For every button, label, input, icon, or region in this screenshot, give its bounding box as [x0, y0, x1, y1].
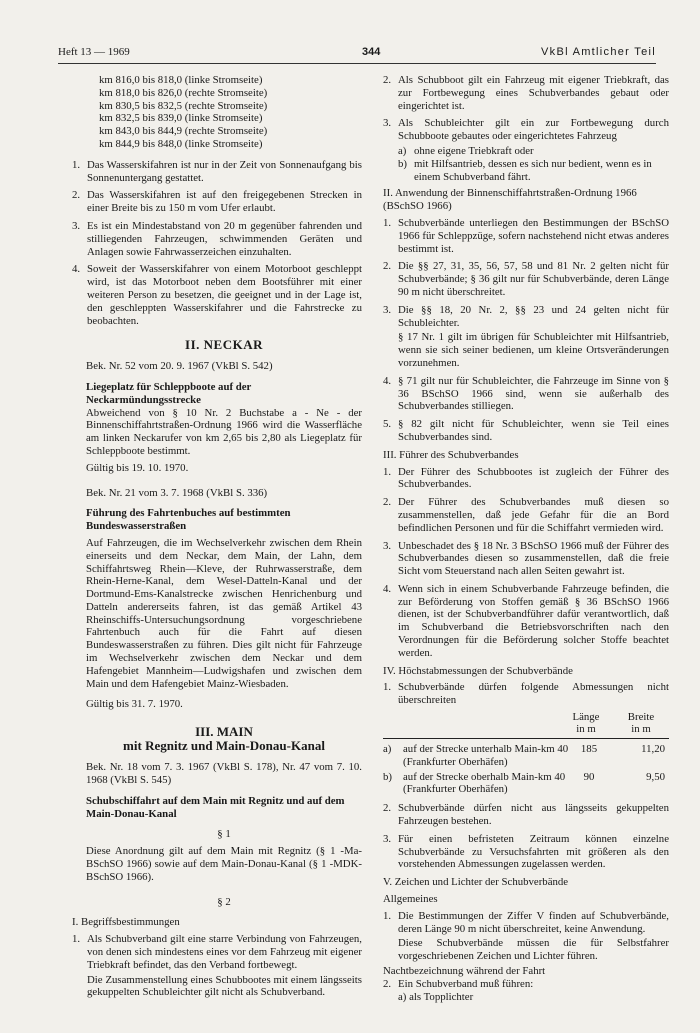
table-row: b) auf der Strecke oberhalb Main-km 40 (Frankfurter Oberhäfen) 90 9,50 — [383, 770, 665, 796]
list-item: 3. Für einen befristeten Zeitraum können einzelne Schubverbände zu Versuchsfahrten mit größeren als den vorstehenden Abmessungen zugelassen werden. — [383, 832, 669, 871]
page-header — [58, 46, 656, 62]
list-item: 2. Schubverbände dürfen nicht aus längsseits gekuppelten Fahrzeugen bestehen. — [383, 802, 669, 828]
list-item: 1. Der Führer des Schubbootes ist zugleich der Führer des Schubverbandes. — [383, 465, 669, 491]
header-rule — [58, 63, 656, 64]
list-item: 2. Das Wasserskifahren ist auf den freigegebenen Strecken in einer Breite bis zu 150 m vom Ufer erlaubt. — [72, 189, 362, 215]
left-column — [72, 74, 362, 999]
paragraph: Diese Anordnung gilt auf dem Main mit Regnitz (§ 1 -Ma- BSchSO 1966) sowie auf dem Main-Donau-Kanal (§ 1 -MDK- BSchSO 1966). — [86, 845, 362, 883]
heading: V. Zeichen und Lichter der Schubverbände — [383, 876, 569, 889]
list-item: 1. Die Bestimmungen der Ziffer V finden auf Schubverbände, deren Länge 90 m nicht überschreitet, keine Anwendung. — [383, 909, 669, 935]
sub-item: a) als Topplichter — [398, 990, 474, 1003]
heading: I. Begriffsbestimmungen — [72, 916, 180, 929]
page-number: 344 — [362, 46, 381, 58]
paragraph-sign: § 1 — [217, 828, 231, 841]
heading: IV. Höchstabmessungen der Schubverbände — [383, 664, 573, 677]
list-item: 3. Unbeschadet des § 18 Nr. 3 BSchSO 1966 muß der Führer des Schubverbandes diesen so zusammenstellen, daß die freie Sicht vom Steuerstand nach allen Seiten gewahrt ist. — [383, 539, 669, 578]
list-item: 2. Als Schubboot gilt ein Fahrzeug mit eigener Triebkraft, das zur Fortbewegung eines Schubverbandes gebaut oder eingerichtet ist. — [383, 74, 669, 112]
paragraph: Abweichend von § 10 Nr. 2 Buchstabe a - Ne - der Binnenschiffahrtstraßen-Ordnung 1966 wird die Wasserfläche am linken Neckarufer von km 2,65 bis 2,80 als Liegeplatz für Schleppboote bestimmt. — [86, 406, 362, 457]
km-line: km 830,5 bis 832,5 (rechte Stromseite) — [99, 99, 268, 112]
list-item: 3. Es ist ein Mindestabstand von 20 m gegenüber fahrenden und stilliegenden Fahrzeugen, schwimmenden Geräten und Anlagen sowie Fahrwasserzeichen einzuhalten. — [72, 219, 362, 258]
heading: II. Anwendung der Binnenschiffahrtstraßen-Ordnung 1966 (BSchSO 1966) — [383, 187, 637, 213]
km-line: km 818,0 bis 826,0 (rechte Stromseite) — [99, 86, 268, 99]
sub-item: b) mit Hilfsantrieb, dessen es sich nur bedient, wenn es in einem Schubverband fährt. — [398, 157, 652, 183]
right-column — [383, 74, 669, 1003]
list-item: 5. § 82 gilt nicht für Schubleichter, wenn sie Teil eines Schubverbandes sind. — [383, 418, 669, 443]
paragraph: Auf Fahrzeugen, die im Wechselverkehr zwischen dem Rhein einerseits und dem Neckar, dem Main, der Lahn, dem Schiffahrtsweg Rhein—Kleve, der Ruhrwasserstraße, dem Rhein-Herne-Kanal, dem Wesel-Datteln-Kanal und der Dortmund-Ems-Kanalstrecke zwischen Henrichenburg und Datteln andererseits fahren, ist das gemäß Artikel 43 Rheinschiffs-Untersuchungsordnung vorgeschriebene Fahrtenbuch auch für die Fahrt auf diesen Bundeswasserstraßen zu führen. Dies gilt nicht für Fahrzeuge im Wechselverkehr zwischen dem Neckar und dem Hafengebiet Mannheim—Ludwigshafen und zwischen dem Main und dem Hafengebiet Mainz-Wiesbaden. — [86, 536, 362, 690]
km-line: km 832,5 bis 839,0 (linke Stromseite) — [99, 112, 263, 125]
km-list — [99, 74, 362, 151]
table-row: a) auf der Strecke unterhalb Main-km 40 (Frankfurter Oberhäfen) 185 11,20 — [383, 743, 665, 768]
issue-label: Heft 13 — 1969 — [58, 46, 130, 58]
subsection-title: Liegeplatz für Schleppboote auf der Neckarmündungsstrecke — [86, 380, 252, 406]
paragraph-sign: § 2 — [217, 895, 231, 908]
list-item: 3. Die §§ 18, 20 Nr. 2, §§ 23 und 24 gelten nicht für Schubleichter. — [383, 303, 669, 329]
validity-note: Gültig bis 31. 7. 1970. — [86, 698, 183, 711]
km-line: km 844,9 bis 848,0 (linke Stromseite) — [99, 137, 263, 150]
subsection-title: Schubschiffahrt auf dem Main mit Regnitz und auf dem Main-Donau-Kanal — [86, 794, 345, 820]
validity-note: Gültig bis 19. 10. 1970. — [86, 461, 189, 474]
heading: III. Führer des Schubverbandes — [383, 448, 519, 461]
sub-item: a) ohne eigene Triebkraft oder — [398, 144, 534, 157]
section-title-main: III. MAIN mit Regnitz und Main-Donau-Kanal — [123, 724, 325, 754]
table-rule — [383, 738, 669, 739]
table-header: Länge in m Breite in m — [572, 711, 655, 736]
subsection-title: Führung des Fahrtenbuches auf bestimmten Bundeswasserstraßen — [86, 507, 291, 533]
km-line: km 843,0 bis 844,9 (rechte Stromseite) — [99, 125, 268, 138]
list-item: 1. Als Schubverband gilt eine starre Verbindung von Fahrzeugen, von denen sich mindestens eines vor dem Fahrzeug mit eigener Triebkraft befindet, das den Verband fortbewegt. — [72, 933, 362, 971]
list-item: 2. Die §§ 27, 31, 35, 56, 57, 58 und 81 Nr. 2 gelten nicht für Schubverbände; § 36 gilt nur für Schubverbände, deren Länge 90 m nicht überschreitet. — [383, 260, 669, 298]
list-item: 4. § 71 gilt nur für Schubleichter, die Fahrzeuge im Sinne von § 36 BSchSO 1966 sind, wenn sie außerhalb des Schubverbandes stilliegen. — [383, 374, 669, 413]
publication-title: VkBl Amtlicher Teil — [541, 46, 656, 58]
list-item: Diese Schubverbände müssen die für Selbstfahrer vorgeschriebenen Zeichen und Lichter führen. — [398, 937, 669, 963]
list-item: 3. Als Schubleichter gilt ein zur Fortbewegung durch Schubboote gebautes oder eingerichtetes Fahrzeug — [383, 117, 669, 143]
heading: Nachtbezeichnung während der Fahrt — [383, 965, 546, 978]
bek-reference: Bek. Nr. 21 vom 3. 7. 1968 (VkBl S. 336) — [86, 486, 268, 499]
paragraph: Die Zusammenstellung eines Schubbootes mit einem längsseits gekuppelten Schubleichter gilt nicht als Schubverband. — [87, 973, 362, 999]
heading: Allgemeines — [383, 893, 438, 906]
list-item: 4. Soweit der Wasserskifahrer von einem Motorboot geschleppt wird, ist das Motorboot neben dem Bootsführer mit einer weiteren Person zu besetzen, die geeignet und in der Lage ist, den geschleppten Wasserskifahrer und die Fahrstrecke zu beobachten. — [72, 263, 362, 327]
dimensions-table — [383, 711, 669, 796]
list-item: 1. Schubverbände dürfen folgende Abmessungen nicht überschreiten — [383, 681, 669, 707]
list-item: 2. Ein Schubverband muß führen: — [383, 977, 534, 990]
bek-reference: Bek. Nr. 18 vom 7. 3. 1967 (VkBl S. 178), Nr. 47 vom 7. 10. 1968 (VkBl S. 545) — [86, 761, 362, 787]
list-item: 2. Der Führer des Schubverbandes muß diesen so zusammenstellen, daß jede Gefahr für die an Bord befindlichen Personen und für die Schiffahrt vermieden wird. — [383, 496, 669, 534]
km-line: km 816,0 bis 818,0 (linke Stromseite) — [99, 74, 263, 86]
bek-reference: Bek. Nr. 52 vom 20. 9. 1967 (VkBl S. 542) — [86, 360, 273, 373]
paragraph: § 17 Nr. 1 gilt im übrigen für Schubleichter mit Hilfsantrieb, wenn sie sich seiner bedienen, um kleine Ortsveränderungen vorzunehmen. — [398, 331, 669, 369]
section-title-neckar: II. NECKAR — [185, 337, 263, 353]
list-item: 1. Schubverbände unterliegen den Bestimmungen der BSchSO 1966 für Schleppzüge, sofern nachstehend nicht etwas anderes bestimmt ist. — [383, 216, 669, 255]
list-item: 4. Wenn sich in einem Schubverbande Fahrzeuge befinden, die zur Beförderung von Stoffen gemäß § 36 BSchSO 1966 dienen, ist der Schubverbandführer dafür verantwortlich, daß im Schubverband die Betriebsvorschriften nach den Verordnungen für die Beförderung solcher Stoffe beachtet werden. — [383, 582, 669, 659]
list-item: 1. Das Wasserskifahren ist nur in der Zeit von Sonnenaufgang bis Sonnenuntergang gestattet. — [72, 158, 362, 184]
